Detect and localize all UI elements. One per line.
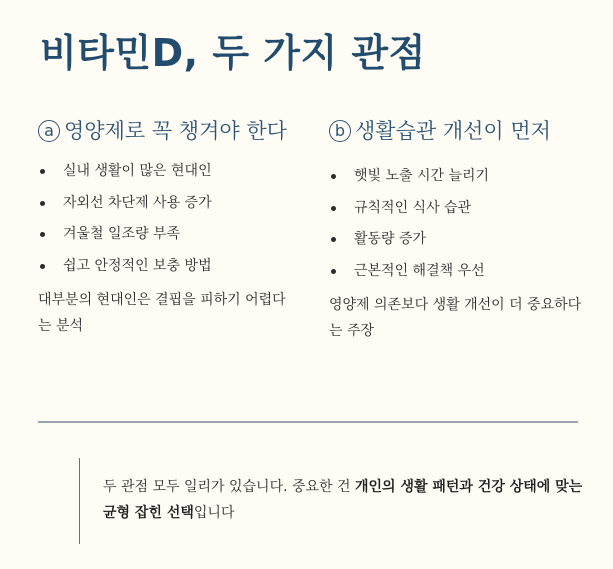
viewpoint-b-heading (329, 116, 589, 146)
list-item: 규칙적인 식사 습관 (329, 198, 589, 218)
conclusion-lead: 두 관점 모두 일리가 있습니다. 중요한 건 (103, 479, 355, 495)
conclusion-emphasis: 개인의 생활 패턴과 건강 상태에 맞는 균형 잡힌 선택 (103, 479, 583, 521)
section-divider (38, 421, 578, 423)
viewpoint-b-list (329, 166, 589, 281)
list-item: 활동량 증가 (329, 229, 589, 249)
list-item: 겨울철 일조량 부족 (38, 224, 290, 244)
viewpoint-a-list (38, 161, 290, 276)
viewpoint-a-heading (38, 116, 290, 146)
list-item: 자외선 차단제 사용 증가 (38, 193, 290, 213)
conclusion-quote (79, 458, 589, 544)
viewpoint-b-heading-text: 생활습관 개선이 먼저 (355, 119, 551, 143)
viewpoint-a-heading-text: 영양제로 꼭 챙겨야 한다 (64, 119, 287, 143)
conclusion-text (103, 458, 589, 526)
viewpoint-a-column (38, 116, 290, 339)
viewpoint-b-column (329, 116, 589, 344)
list-item: 실내 생활이 많은 현대인 (38, 161, 290, 181)
conclusion-tail: 입니다 (193, 505, 235, 521)
viewpoint-b-note: 영양제 의존보다 생활 개선이 더 중요하다는 주장 (329, 297, 582, 339)
page-title: 비타민D, 두 가지 관점 (40, 31, 426, 75)
badge-b-icon: b (329, 120, 351, 142)
list-item: 햇빛 노출 시간 늘리기 (329, 166, 589, 186)
list-item: 근본적인 해결책 우선 (329, 261, 589, 281)
viewpoint-a-note: 대부분의 현대인은 결핍을 피하기 어렵다는 분석 (38, 292, 286, 334)
list-item: 쉽고 안정적인 보충 방법 (38, 256, 290, 276)
badge-a-icon: a (38, 120, 60, 142)
